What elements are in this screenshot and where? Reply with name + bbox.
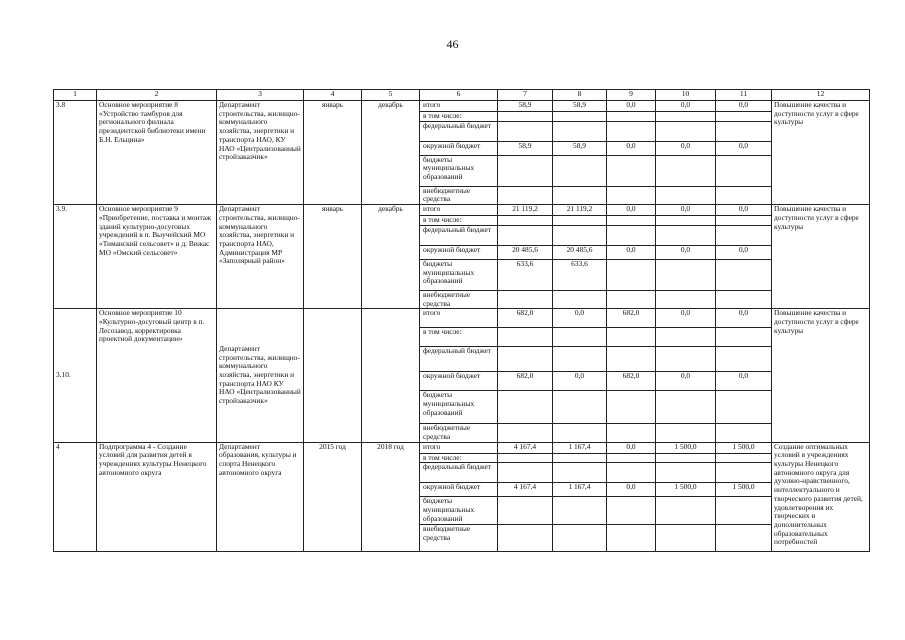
amount-cell — [553, 225, 607, 245]
amount-cell: 58,9 — [553, 101, 607, 112]
funding-source: в том числе: — [420, 216, 498, 226]
funding-source: в том числе: — [420, 328, 498, 347]
funding-source: федеральный бюджет — [420, 463, 498, 483]
funding-source: внебюджетные средства — [420, 290, 498, 308]
column-number: 10 — [656, 90, 716, 101]
amount-cell — [498, 497, 553, 525]
amount-cell: 0,0 — [716, 141, 772, 155]
amount-cell: 0,0 — [553, 372, 607, 391]
funding-source: внебюджетные средства — [420, 525, 498, 552]
activity-name: Основное мероприятие 10 «Культурно-досуговый центр в п. Лесозавод, корректировка проектной документации» — [97, 309, 217, 442]
amount-cell: 0,0 — [716, 101, 772, 112]
expected-result: Создание оптимальных условий в учреждениях культуры Ненецкого автономного округа для духовно-нравственного, интеллектуального и творческого развития детей, удовлетворения их творческих и дополнительных образовательных потребностей — [772, 442, 870, 552]
amount-cell: 0,0 — [656, 309, 716, 328]
amount-cell — [498, 347, 553, 372]
amount-cell — [498, 525, 553, 552]
amount-cell: 0,0 — [716, 245, 772, 259]
amount-cell: 58,9 — [498, 101, 553, 112]
table-row — [54, 309, 870, 328]
activity-name: Основное мероприятие 9 «Приобретение, поставка и монтаж зданий культурно-досуговых учреждений в п. Выучейский МО «Тиманский сельсовет» и д. Вижас МО «Омский сельсовет» — [97, 205, 217, 309]
amount-cell: 0,0 — [607, 141, 656, 155]
amount-cell — [656, 186, 716, 204]
amount-cell — [607, 328, 656, 347]
amount-cell: 682,0 — [498, 309, 553, 328]
amount-cell — [498, 112, 553, 122]
amount-cell — [607, 463, 656, 483]
funding-source: итого — [420, 442, 498, 453]
amount-cell — [656, 328, 716, 347]
amount-cell — [607, 424, 656, 442]
amount-cell: 58,9 — [498, 141, 553, 155]
funding-source: федеральный бюджет — [420, 225, 498, 245]
amount-cell — [656, 290, 716, 308]
amount-cell — [607, 186, 656, 204]
amount-cell — [716, 453, 772, 463]
amount-cell: 0,0 — [607, 442, 656, 453]
amount-cell — [716, 259, 772, 290]
amount-cell — [656, 112, 716, 122]
amount-cell — [498, 453, 553, 463]
expected-result: Повышение качества и доступности услуг в сфере культуры — [772, 205, 870, 309]
row-id: 4 — [54, 442, 97, 552]
amount-cell — [553, 328, 607, 347]
amount-cell — [498, 424, 553, 442]
amount-cell: 0,0 — [656, 101, 716, 112]
amount-cell: 0,0 — [716, 372, 772, 391]
amount-cell — [607, 347, 656, 372]
amount-cell: 0,0 — [656, 372, 716, 391]
column-number: 3 — [217, 90, 304, 101]
amount-cell — [607, 391, 656, 424]
amount-cell — [553, 112, 607, 122]
amount-cell: 682,0 — [498, 372, 553, 391]
amount-cell — [498, 155, 553, 186]
table-row — [54, 101, 870, 112]
amount-cell: 0,0 — [656, 245, 716, 259]
column-number: 2 — [97, 90, 217, 101]
amount-cell — [607, 497, 656, 525]
funding-source: бюджеты муниципальных образований — [420, 391, 498, 424]
amount-cell — [607, 121, 656, 141]
amount-cell: 633,6 — [498, 259, 553, 290]
end-date: декабрь — [362, 205, 420, 309]
amount-cell — [716, 225, 772, 245]
amount-cell: 4 167,4 — [498, 483, 553, 497]
funding-source: окружной бюджет — [420, 372, 498, 391]
amount-cell — [656, 424, 716, 442]
amount-cell: 1 500,0 — [716, 483, 772, 497]
amount-cell — [553, 463, 607, 483]
amount-cell — [553, 347, 607, 372]
column-number: 6 — [420, 90, 498, 101]
amount-cell — [716, 186, 772, 204]
start-date: январь — [304, 101, 362, 205]
amount-cell — [716, 216, 772, 226]
amount-cell — [656, 497, 716, 525]
funding-source: внебюджетные средства — [420, 424, 498, 442]
amount-cell — [498, 463, 553, 483]
funding-source: бюджеты муниципальных образований — [420, 259, 498, 290]
amount-cell — [656, 453, 716, 463]
amount-cell — [607, 155, 656, 186]
amount-cell: 0,0 — [607, 205, 656, 216]
amount-cell — [656, 391, 716, 424]
amount-cell — [607, 525, 656, 552]
funding-source: бюджеты муниципальных образований — [420, 155, 498, 186]
column-number: 5 — [362, 90, 420, 101]
amount-cell — [553, 290, 607, 308]
column-number: 8 — [553, 90, 607, 101]
amount-cell: 682,0 — [607, 372, 656, 391]
amount-cell: 20 485,6 — [498, 245, 553, 259]
expected-result: Повышение качества и доступности услуг в сфере культуры — [772, 101, 870, 205]
funding-source: федеральный бюджет — [420, 347, 498, 372]
amount-cell — [656, 155, 716, 186]
column-number: 7 — [498, 90, 553, 101]
page-number: 46 — [446, 37, 459, 51]
executor: Департамент строительства, жилищно-коммунального хозяйства, энергетики и транспорта НАО КУ НАО «Централизованный стройзаказчик» — [217, 309, 304, 442]
amount-cell — [553, 497, 607, 525]
funding-source: итого — [420, 205, 498, 216]
amount-cell — [498, 121, 553, 141]
amount-cell — [607, 216, 656, 226]
funding-source: внебюджетные средства — [420, 186, 498, 204]
table-row — [54, 205, 870, 216]
amount-cell — [498, 225, 553, 245]
amount-cell — [656, 463, 716, 483]
funding-source: окружной бюджет — [420, 483, 498, 497]
amount-cell — [498, 186, 553, 204]
start-date: 2015 год — [304, 442, 362, 552]
funding-source: окружной бюджет — [420, 245, 498, 259]
funding-source: федеральный бюджет — [420, 121, 498, 141]
column-number: 11 — [716, 90, 772, 101]
program-financing-table — [53, 89, 870, 552]
activity-name: Основное мероприятие 8 «Устройство тамбуров для регионального филиала президентской библиотеки имени Б.Н. Ельцина» — [97, 101, 217, 205]
amount-cell — [498, 290, 553, 308]
executor: Департамент строительства, жилищно-коммунального хозяйства, энергетики и транспорта НАО, КУ НАО «Централизованный стройзаказчик» — [217, 101, 304, 205]
amount-cell: 0,0 — [716, 309, 772, 328]
amount-cell — [498, 216, 553, 226]
amount-cell: 0,0 — [553, 309, 607, 328]
executor: Департамент образования, культуры и спорта Ненецкого автономного округа — [217, 442, 304, 552]
funding-source: окружной бюджет — [420, 141, 498, 155]
amount-cell — [607, 112, 656, 122]
amount-cell: 0,0 — [656, 205, 716, 216]
amount-cell — [607, 259, 656, 290]
amount-cell: 1 167,4 — [553, 483, 607, 497]
amount-cell — [553, 121, 607, 141]
activity-name: Подпрограмма 4 - Создание условий для развития детей в учреждениях культуры Ненецкого автономного округа — [97, 442, 217, 552]
amount-cell: 1 500,0 — [716, 442, 772, 453]
amount-cell: 0,0 — [716, 205, 772, 216]
funding-source: итого — [420, 309, 498, 328]
amount-cell — [716, 391, 772, 424]
funding-source: итого — [420, 101, 498, 112]
column-number: 4 — [304, 90, 362, 101]
amount-cell: 1 500,0 — [656, 483, 716, 497]
funding-source: в том числе: — [420, 112, 498, 122]
column-number: 9 — [607, 90, 656, 101]
amount-cell: 20 485,6 — [553, 245, 607, 259]
amount-cell: 633,6 — [553, 259, 607, 290]
amount-cell — [716, 525, 772, 552]
amount-cell — [553, 525, 607, 552]
amount-cell — [716, 155, 772, 186]
executor: Департамент строительства, жилищно-коммунального хозяйства, энергетики и транспорта НАО, Администрация МР «Заполярный район» — [217, 205, 304, 309]
row-id: 3.8 — [54, 101, 97, 205]
amount-cell: 0,0 — [656, 141, 716, 155]
expected-result: Повышение качества и доступности услуг в сфере культуры — [772, 309, 870, 442]
amount-cell — [607, 453, 656, 463]
amount-cell — [656, 121, 716, 141]
amount-cell — [716, 328, 772, 347]
amount-cell: 1 500,0 — [656, 442, 716, 453]
amount-cell: 682,0 — [607, 309, 656, 328]
amount-cell: 0,0 — [607, 101, 656, 112]
amount-cell — [716, 112, 772, 122]
column-number: 1 — [54, 90, 97, 101]
amount-cell — [656, 525, 716, 552]
funding-source: в том числе: — [420, 453, 498, 463]
row-id: 3.9. — [54, 205, 97, 309]
end-date — [362, 309, 420, 442]
amount-cell: 58,9 — [553, 141, 607, 155]
end-date: 2018 год — [362, 442, 420, 552]
amount-cell — [553, 391, 607, 424]
amount-cell — [716, 424, 772, 442]
start-date — [304, 309, 362, 442]
amount-cell: 4 167,4 — [498, 442, 553, 453]
amount-cell: 21 119,2 — [498, 205, 553, 216]
amount-cell — [553, 453, 607, 463]
column-number: 12 — [772, 90, 870, 101]
amount-cell — [553, 155, 607, 186]
end-date: декабрь — [362, 101, 420, 205]
amount-cell: 0,0 — [607, 245, 656, 259]
amount-cell — [716, 463, 772, 483]
amount-cell — [656, 347, 716, 372]
amount-cell — [498, 391, 553, 424]
amount-cell — [553, 216, 607, 226]
amount-cell — [498, 328, 553, 347]
amount-cell — [607, 225, 656, 245]
amount-cell — [716, 497, 772, 525]
amount-cell: 0,0 — [607, 483, 656, 497]
amount-cell — [656, 259, 716, 290]
start-date: январь — [304, 205, 362, 309]
row-id: 3.10. — [54, 309, 97, 442]
amount-cell — [607, 290, 656, 308]
amount-cell — [553, 424, 607, 442]
table-row — [54, 442, 870, 453]
amount-cell — [716, 347, 772, 372]
amount-cell — [656, 216, 716, 226]
amount-cell — [656, 225, 716, 245]
amount-cell — [553, 186, 607, 204]
amount-cell — [716, 121, 772, 141]
column-number-row — [54, 90, 870, 101]
funding-source: бюджеты муниципальных образований — [420, 497, 498, 525]
amount-cell — [716, 290, 772, 308]
amount-cell: 21 119,2 — [553, 205, 607, 216]
amount-cell: 1 167,4 — [553, 442, 607, 453]
